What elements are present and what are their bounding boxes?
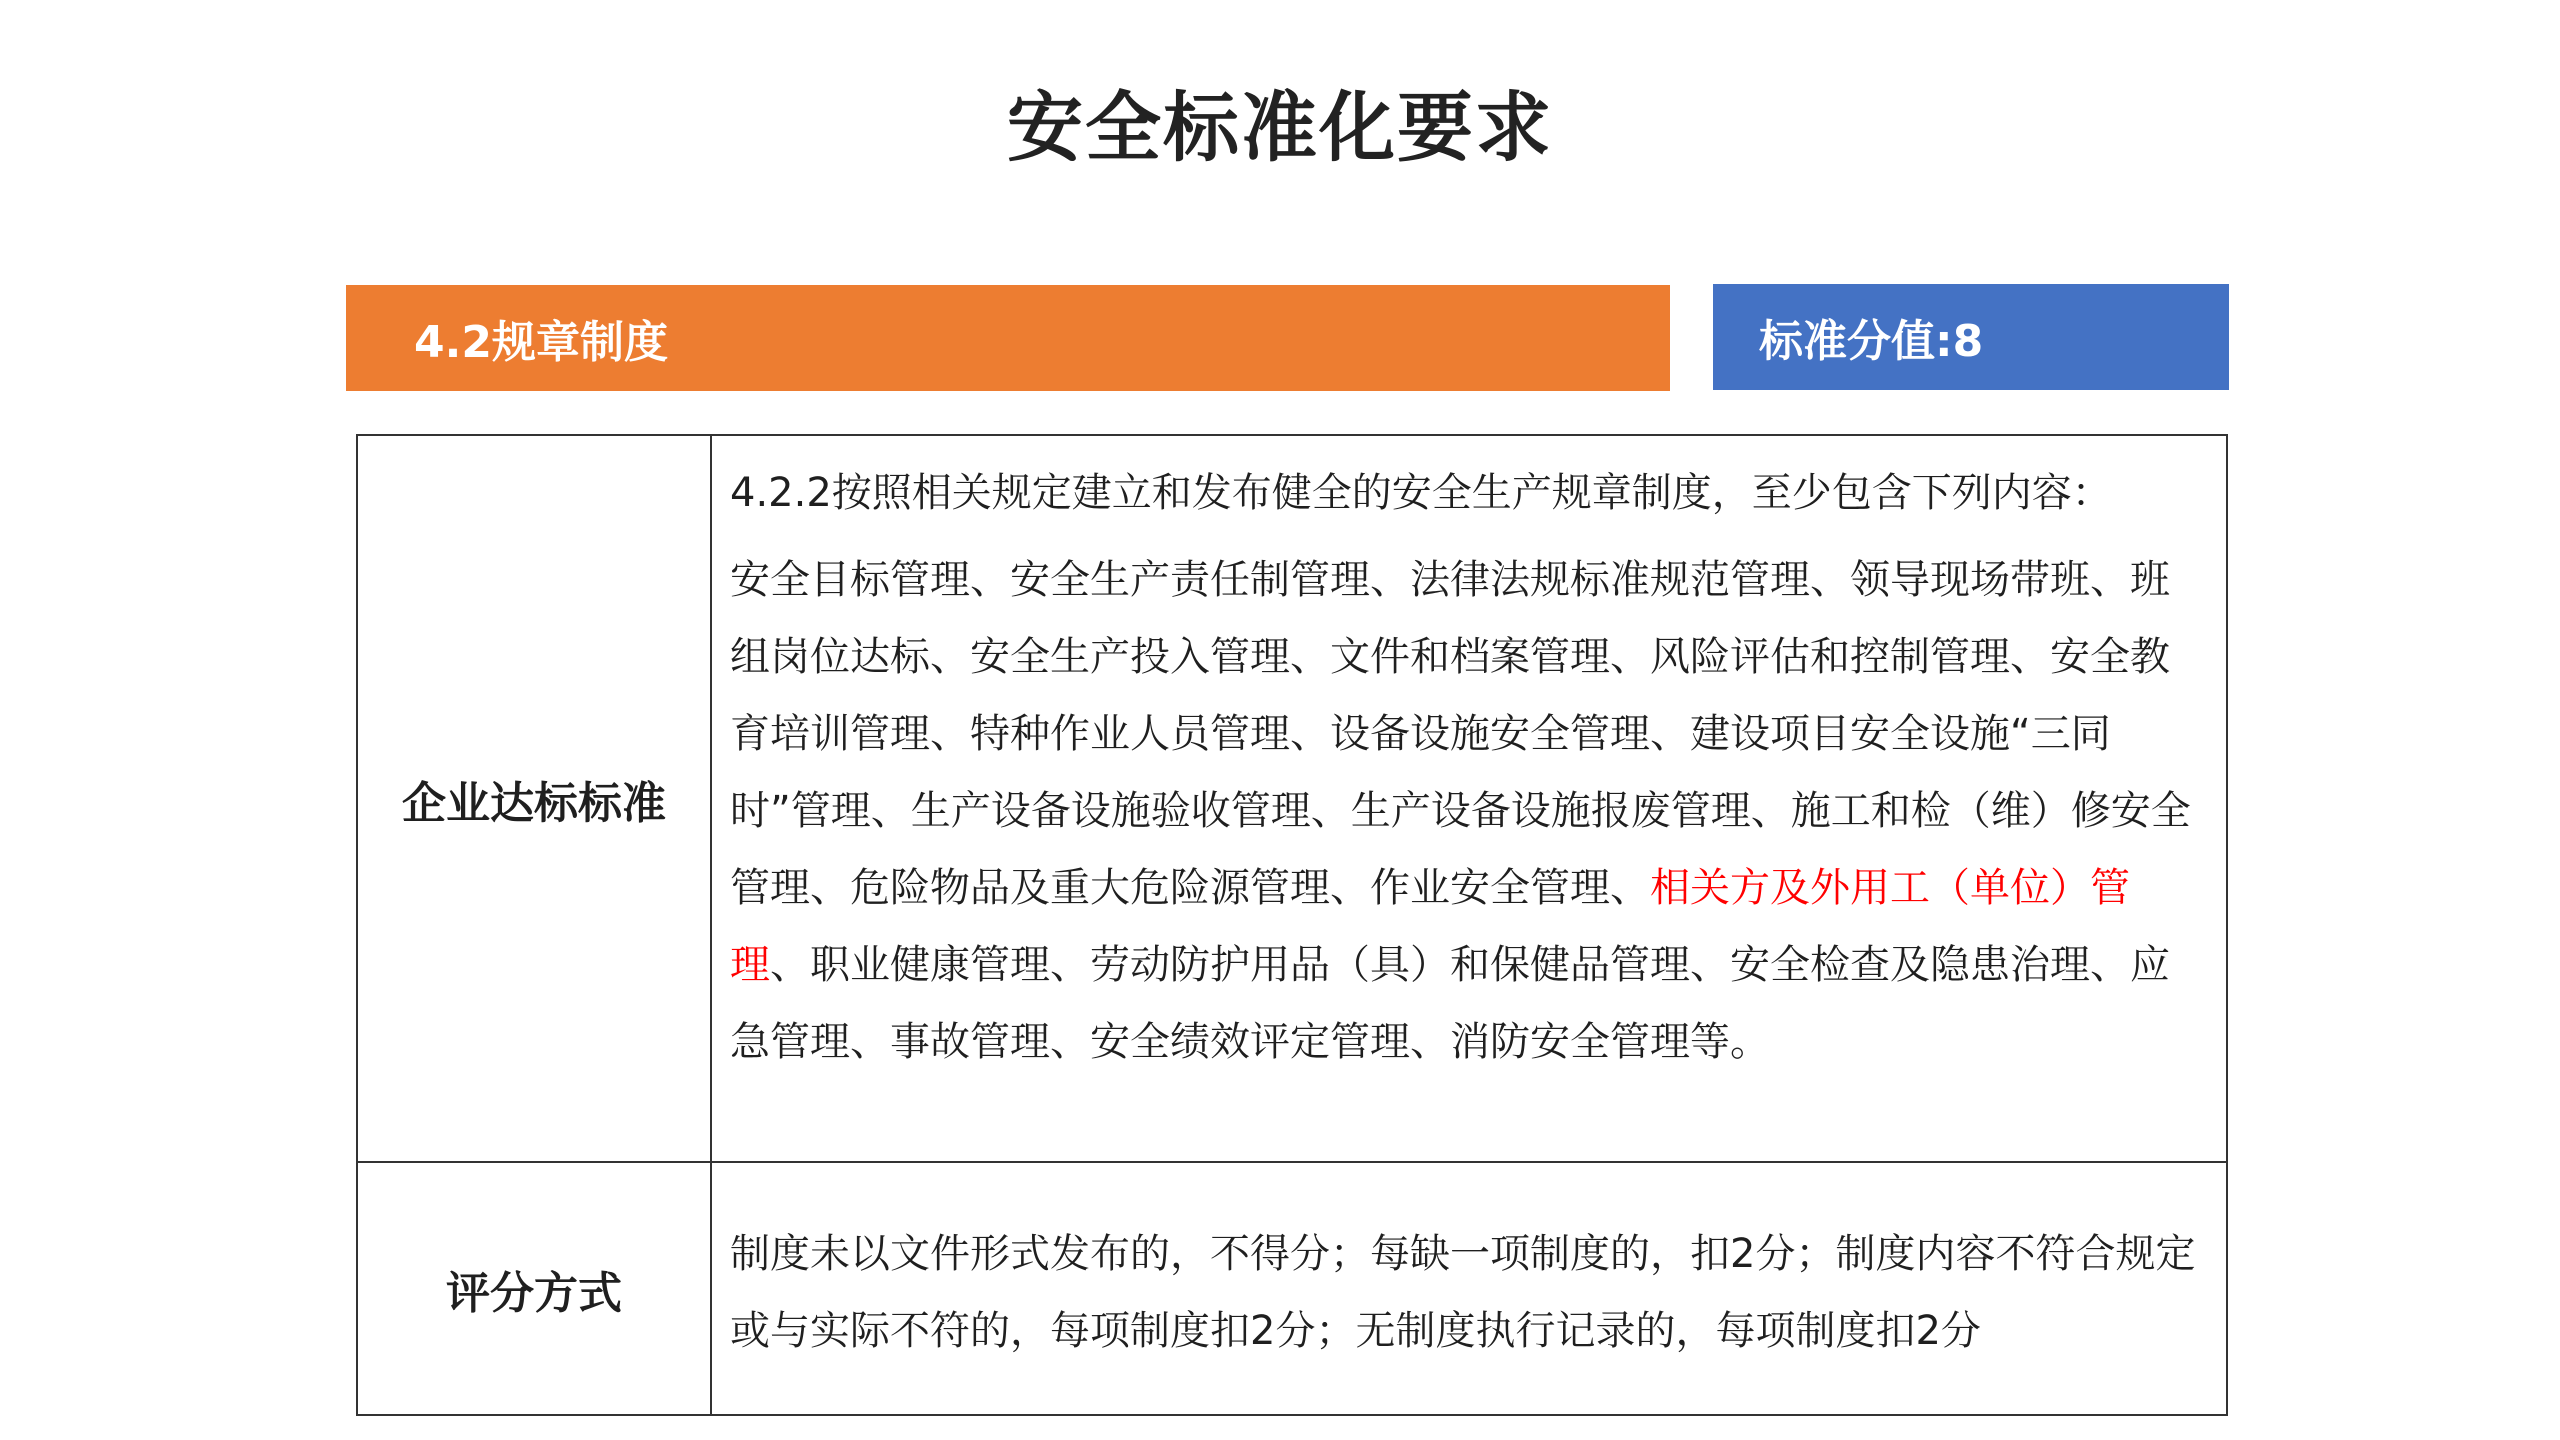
page-title: 安全标准化要求 xyxy=(1007,83,1553,172)
scoring-text: 制度未以文件形式发布的，不得分；每缺一项制度的，扣2分；制度内容不符合规定或与实际不符的，每项制度扣2分；无制度执行记录的，每项制度扣2分 xyxy=(730,1231,2196,1354)
standard-body-text-before: 安全目标管理、安全生产责任制管理、法律法规标准规范管理、领导现场带班、班组岗位达标、安全生产投入管理、文件和档案管理、风险评估和控制管理、安全教育培训管理、特种作业人员管理、设备设施安全管理、建设项目安全设施“三同时”管理、生产设备设施验收管理、生产设备设施报废管理、施工和检（维）修安全管理、危险物品及重大危险源管理、作业安全管理、 xyxy=(730,557,2191,911)
standard-heading: 4.2.2按照相关规定建立和发布健全的安全生产规章制度，至少包含下列内容： xyxy=(730,470,2112,516)
standard-body-text-after: 、职业健康管理、劳动防护用品（具）和保健品管理、安全检查及隐患治理、应急管理、事故管理、安全绩效评定管理、消防安全管理等。 xyxy=(730,942,2170,1065)
section-title: 4.2规章制度 xyxy=(414,317,668,368)
scoring-label-cell: 评分方式 xyxy=(357,1162,711,1415)
table-row-scoring xyxy=(357,1162,2227,1415)
section-header-bar xyxy=(346,285,1670,391)
criteria-table xyxy=(356,434,2228,1416)
standard-score-box xyxy=(1713,284,2229,390)
standard-score-label: 标准分值:8 xyxy=(1759,316,1984,367)
standard-body-highlight: 相关方及外用工（单位）管理 xyxy=(730,865,2130,988)
standard-body xyxy=(730,542,2208,1081)
standard-label-cell: 企业达标标准 xyxy=(357,435,711,1162)
table-row-standard xyxy=(357,435,2227,1162)
scoring-content-cell xyxy=(711,1162,2227,1415)
standard-content-cell xyxy=(711,435,2227,1162)
